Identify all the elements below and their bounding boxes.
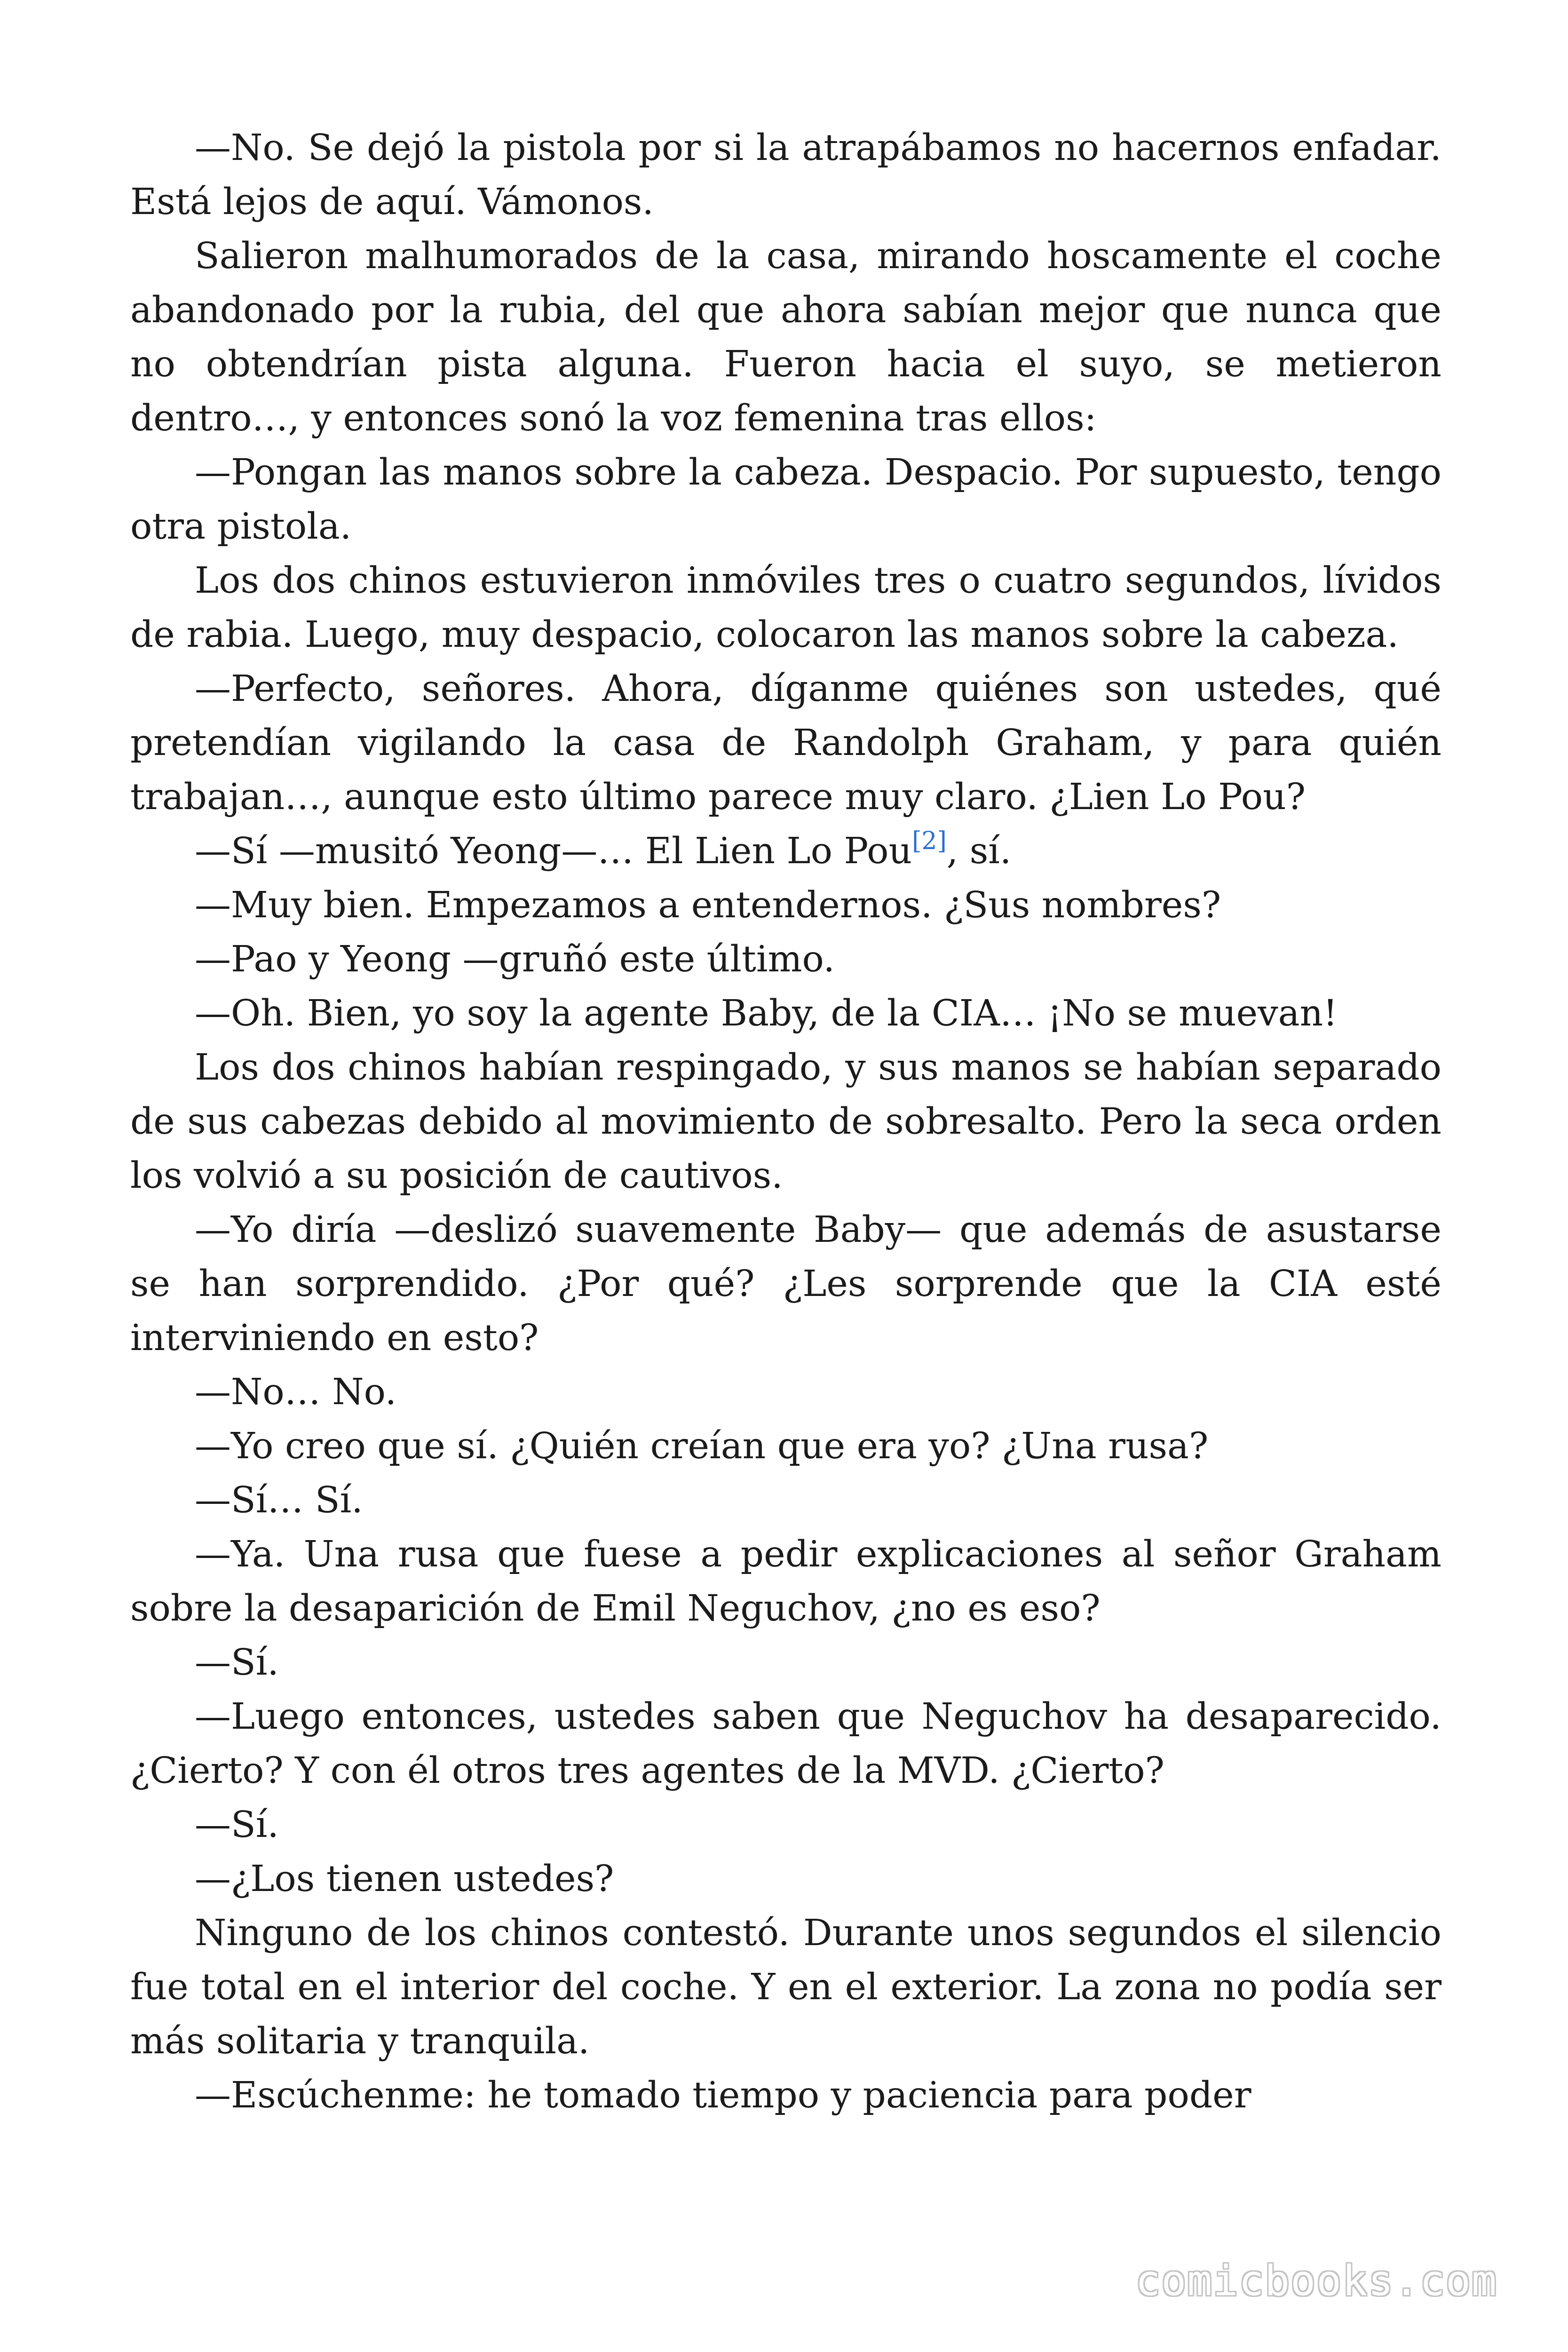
paragraph: —Sí… Sí. (195, 1479, 363, 1521)
paragraph: —¿Los tienen ustedes? (195, 1858, 614, 1900)
paragraph: —Sí. (195, 1642, 279, 1684)
paragraph: —Yo diría —deslizó suavemente Baby— que además de asustarse se han sorprendido. ¿Por qué? ¿Les sorprende que la CIA esté interviniendo en esto? (130, 1209, 1441, 1359)
paragraph: —Pongan las manos sobre la cabeza. Despacio. Por supuesto, tengo otra pistola. (130, 452, 1441, 548)
book-page (130, 121, 1441, 2122)
footnote-link[interactable]: [2] (912, 827, 947, 855)
paragraph-with-footnote (130, 824, 1441, 878)
paragraph: Salieron malhumorados de la casa, mirando hoscamente el coche abandonado por la rubia, del que ahora sabían mejor que nunca que no obtendrían pista alguna. Fueron hacia el suyo, se metieron dentro…, y entonces sonó la voz femenina tras ellos: (130, 235, 1441, 439)
paragraph-text: , sí. (946, 830, 1012, 872)
paragraph: Ninguno de los chinos contestó. Durante unos segundos el silencio fue total en el interior del coche. Y en el exterior. La zona no podía ser más solitaria y tranquila. (130, 1912, 1441, 2062)
paragraph: —No. Se dejó la pistola por si la atrapábamos no hacernos enfadar. Está lejos de aquí. Vámonos. (130, 127, 1441, 223)
paragraph: —Sí. (195, 1804, 279, 1846)
paragraph: —Escúchenme: he tomado tiempo y paciencia para poder (195, 2074, 1251, 2116)
paragraph: —Luego entonces, ustedes saben que Neguchov ha desaparecido. ¿Cierto? Y con él otros tres agentes de la MVD. ¿Cierto? (130, 1696, 1441, 1792)
paragraph: —Perfecto, señores. Ahora, díganme quiénes son ustedes, qué pretendían vigilando la casa de Randolph Graham, y para quién trabajan…, aunque esto último parece muy claro. ¿Lien Lo Pou? (130, 668, 1441, 818)
paragraph: —No… No. (195, 1371, 397, 1413)
paragraph: Los dos chinos estuvieron inmóviles tres o cuatro segundos, lívidos de rabia. Luego, muy despacio, colocaron las manos sobre la cabeza. (130, 560, 1441, 656)
paragraph-text: —Sí —musitó Yeong—… El Lien Lo Pou (195, 830, 912, 872)
paragraph: —Ya. Una rusa que fuese a pedir explicaciones al señor Graham sobre la desaparición de Emil Neguchov, ¿no es eso? (130, 1534, 1441, 1629)
paragraph: —Muy bien. Empezamos a entendernos. ¿Sus nombres? (195, 884, 1221, 926)
paragraph: —Pao y Yeong —gruñó este último. (195, 938, 835, 980)
paragraph: Los dos chinos habían respingado, y sus manos se habían separado de sus cabezas debido al movimiento de sobresalto. Pero la seca orden los volvió a su posición de cautivos. (130, 1047, 1441, 1197)
watermark: comicbooks.com (1135, 2257, 1497, 2305)
paragraph: —Yo creo que sí. ¿Quién creían que era yo? ¿Una rusa? (195, 1425, 1209, 1467)
paragraph: —Oh. Bien, yo soy la agente Baby, de la CIA… ¡No se muevan! (195, 993, 1338, 1034)
